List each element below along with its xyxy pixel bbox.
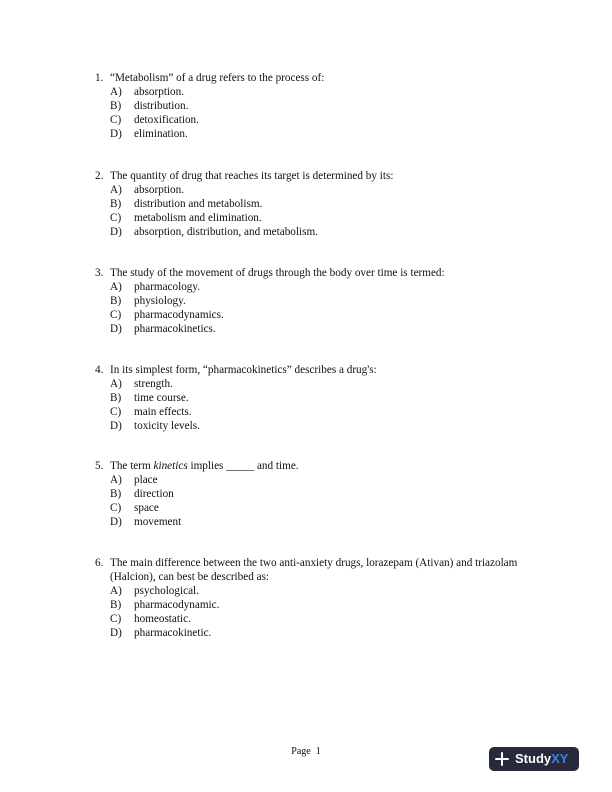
question-text [110,364,535,378]
option-text: pharmacodynamics. [134,308,224,321]
option-text: homeostatic. [134,612,191,625]
brand-name-accent: XY [551,751,569,767]
option-text: place [134,473,158,486]
option-text: movement [134,515,182,528]
question-text [110,267,535,281]
question-stem [95,72,535,86]
answer-option-d [110,627,535,641]
option-letter: C) [110,211,122,224]
question-number: 2. [95,170,104,182]
answer-option-d [110,128,535,142]
question-stem [95,267,535,281]
option-text: psychological. [134,584,199,597]
question-number: 6. [95,557,104,569]
answer-option-d [110,323,535,337]
option-letter: D) [110,225,122,238]
option-text: absorption. [134,85,185,98]
option-text: toxicity levels. [134,419,200,432]
answer-options [95,281,535,337]
answer-option-a [110,585,535,599]
question-text-part: The main difference between the two anti-anxiety drugs, lorazepam (Ativan) and triazolam (Halcion), can best be described as: [110,557,518,583]
option-letter: B) [110,487,122,500]
answer-option-b [110,599,535,613]
option-letter: C) [110,612,122,625]
option-letter: B) [110,598,122,611]
answer-option-a [110,378,535,392]
answer-options [95,378,535,434]
answer-option-b [110,488,535,502]
answer-options [95,474,535,530]
answer-option-c [110,613,535,627]
question-text-part: The study of the movement of drugs through the body over time is termed: [110,267,445,279]
option-letter: C) [110,501,122,514]
answer-option-d [110,226,535,240]
question-text-part: In its simplest form, “pharmacokinetics” describes a drug's: [110,364,377,376]
option-letter: B) [110,99,122,112]
option-letter: D) [110,515,122,528]
option-text: absorption, distribution, and metabolism. [134,225,318,238]
option-text: detoxification. [134,113,199,126]
option-text: time course. [134,391,189,404]
page-label: Page [291,746,311,757]
answer-option-a [110,474,535,488]
question-5 [95,460,535,530]
option-text: space [134,501,159,514]
option-text: pharmacology. [134,280,201,293]
option-letter: C) [110,308,122,321]
option-letter: A) [110,584,122,597]
question-number: 3. [95,267,104,279]
option-text: pharmacodynamic. [134,598,220,611]
option-letter: C) [110,405,122,418]
answer-option-b [110,392,535,406]
option-text: distribution and metabolism. [134,197,263,210]
option-text: physiology. [134,294,186,307]
answer-option-a [110,86,535,100]
answer-option-b [110,100,535,114]
question-text-part: The quantity of drug that reaches its target is determined by its: [110,170,394,182]
option-letter: A) [110,183,122,196]
answer-option-a [110,184,535,198]
answer-option-c [110,502,535,516]
option-letter: A) [110,473,122,486]
option-text: pharmacokinetics. [134,322,216,335]
answer-option-c [110,212,535,226]
option-letter: D) [110,127,122,140]
option-text: metabolism and elimination. [134,211,262,224]
question-text-part: implies _____ and time. [187,460,299,472]
option-letter: B) [110,197,122,210]
studyxy-logo-badge[interactable] [489,747,579,771]
question-text-part: The term [110,460,154,472]
option-letter: A) [110,280,122,293]
page-number: 1 [315,746,321,757]
question-4 [95,364,535,434]
answer-options [95,184,535,240]
question-number: 4. [95,364,104,376]
question-text-part: “Metabolism” of a drug refers to the process of: [110,72,325,84]
option-text: absorption. [134,183,185,196]
question-stem [95,170,535,184]
question-3 [95,267,535,337]
option-text: distribution. [134,99,189,112]
option-letter: B) [110,294,122,307]
question-6 [95,557,535,640]
question-stem [95,460,535,474]
option-letter: D) [110,419,122,432]
option-letter: B) [110,391,122,404]
answer-options [95,585,535,641]
option-letter: A) [110,85,122,98]
question-text [110,170,535,184]
question-1 [95,72,535,142]
option-text: elimination. [134,127,188,140]
brand-name-main: Study [515,751,552,767]
option-letter: D) [110,322,122,335]
answer-option-c [110,309,535,323]
answer-option-b [110,295,535,309]
answer-option-c [110,114,535,128]
question-text [110,72,535,86]
answer-option-d [110,516,535,530]
option-letter: A) [110,377,122,390]
question-text [110,557,535,585]
answer-option-a [110,281,535,295]
question-text [110,460,535,474]
answer-options [95,86,535,142]
option-text: strength. [134,377,173,390]
option-letter: C) [110,113,122,126]
question-stem [95,364,535,378]
question-text-italic-term: kinetics [153,460,188,472]
question-2 [95,170,535,240]
option-text: main effects. [134,405,192,418]
question-number: 1. [95,72,104,84]
answer-option-b [110,198,535,212]
plus-icon [495,752,509,766]
answer-option-d [110,420,535,434]
option-text: direction [134,487,174,500]
option-text: pharmacokinetic. [134,626,212,639]
question-number: 5. [95,460,104,472]
answer-option-c [110,406,535,420]
option-letter: D) [110,626,122,639]
question-stem [95,557,535,585]
